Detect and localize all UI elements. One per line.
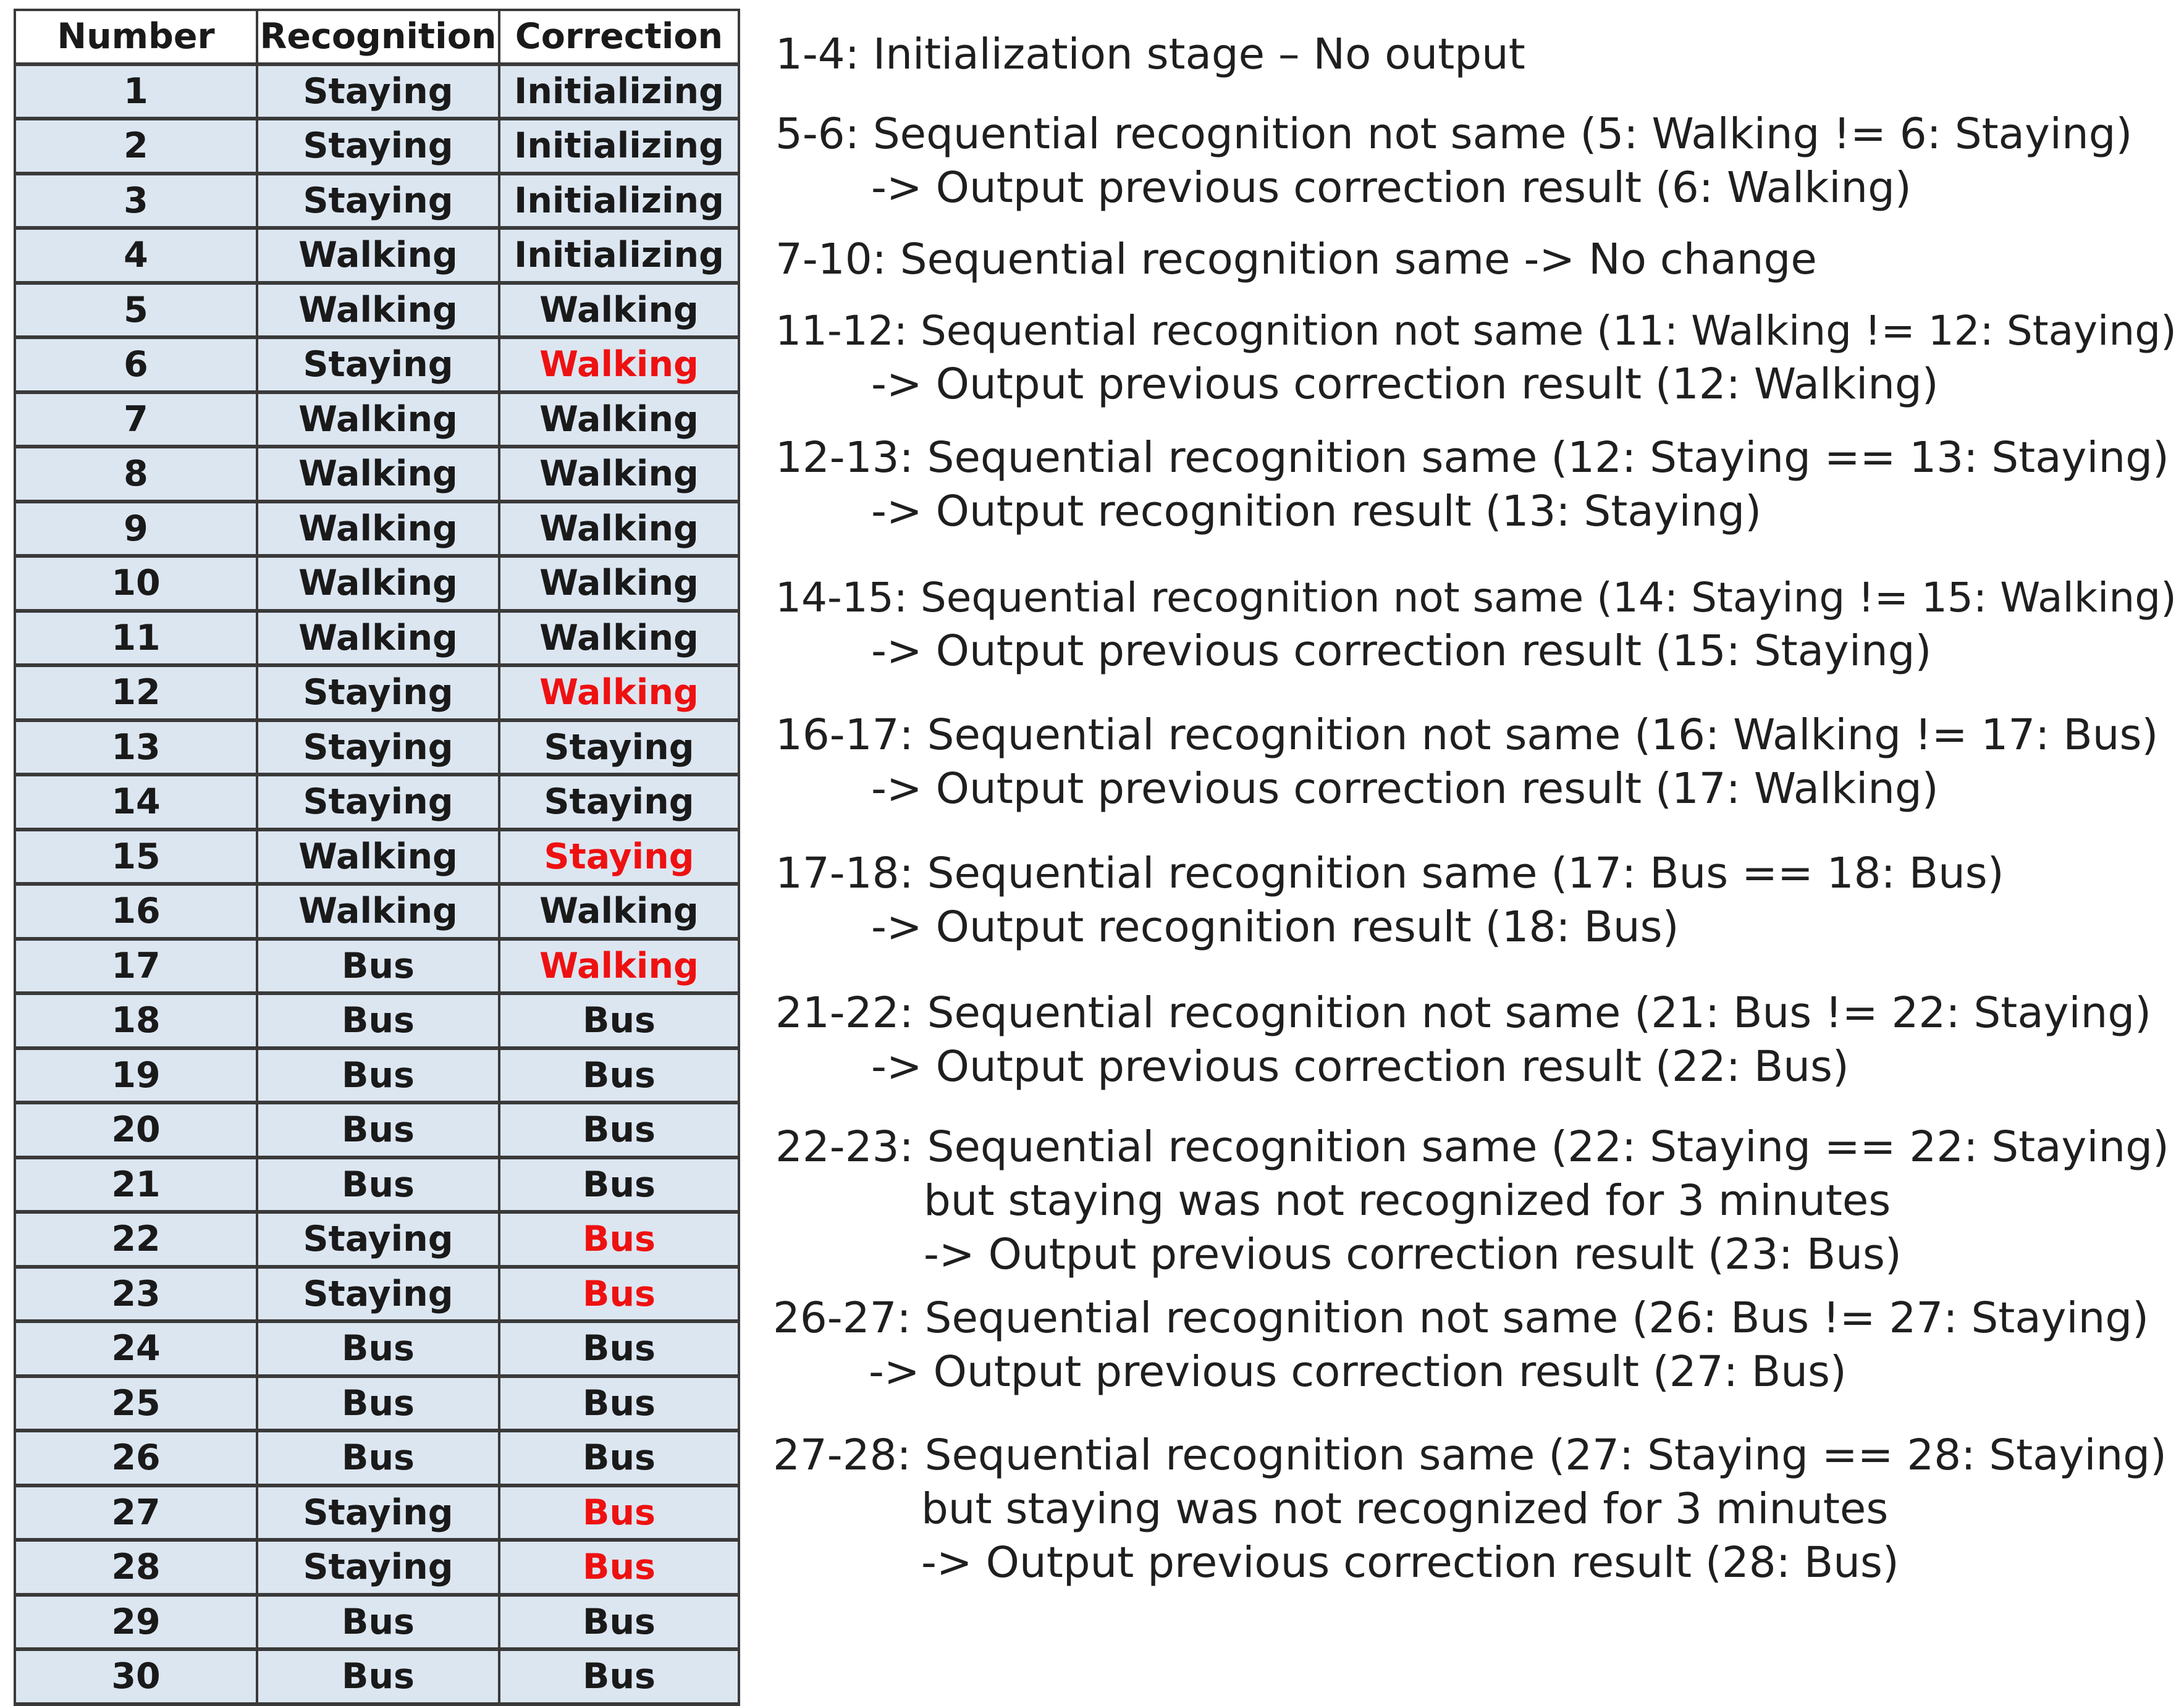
table-row	[15, 1540, 739, 1595]
correction-cell: Walking	[499, 611, 739, 666]
recognition-cell: Bus	[257, 1431, 499, 1485]
recognition-cell: Walking	[257, 502, 499, 557]
correction-cell: Bus	[499, 1103, 739, 1158]
recognition-cell: Walking	[257, 228, 499, 283]
note-heading: 26-27: Sequential recognition not same (26: Bus != 27: Staying)	[773, 1293, 2149, 1343]
number-cell: 30	[15, 1649, 257, 1704]
number-cell: 21	[15, 1158, 257, 1212]
recognition-cell: Bus	[257, 1048, 499, 1103]
number-cell: 6	[15, 337, 257, 392]
correction-cell: Initializing	[499, 228, 739, 283]
recognition-cell: Staying	[257, 665, 499, 720]
number-cell: 23	[15, 1267, 257, 1322]
note-detail: -> Output previous correction result (22: Bus)	[871, 1042, 1849, 1091]
correction-cell: Initializing	[499, 119, 739, 174]
recognition-cell: Bus	[257, 1649, 499, 1704]
number-cell: 25	[15, 1376, 257, 1431]
correction-cell: Bus	[499, 1212, 739, 1267]
recognition-cell: Bus	[257, 1376, 499, 1431]
recognition-cell: Staying	[257, 720, 499, 775]
table-row	[15, 556, 739, 611]
table-row	[15, 1431, 739, 1485]
recognition-cell: Bus	[257, 939, 499, 994]
table-row	[15, 830, 739, 885]
table-row	[15, 993, 739, 1048]
recognition-cell: Walking	[257, 884, 499, 939]
number-cell: 11	[15, 611, 257, 666]
table-row	[15, 1267, 739, 1322]
table-row	[15, 64, 739, 119]
number-cell: 18	[15, 993, 257, 1048]
header-correction: Correction	[499, 10, 739, 64]
number-cell: 14	[15, 775, 257, 830]
number-cell: 12	[15, 665, 257, 720]
note-block	[773, 1429, 2167, 1590]
number-cell: 22	[15, 1212, 257, 1267]
recognition-cell: Staying	[257, 1212, 499, 1267]
correction-cell: Walking	[499, 939, 739, 994]
recognition-cell: Walking	[257, 611, 499, 666]
table-row	[15, 502, 739, 557]
number-cell: 24	[15, 1321, 257, 1376]
note-heading: 17-18: Sequential recognition same (17: Bus == 18: Bus)	[775, 849, 2004, 898]
correction-cell: Staying	[499, 775, 739, 830]
table-row	[15, 119, 739, 174]
number-cell: 10	[15, 556, 257, 611]
correction-cell: Bus	[499, 1321, 739, 1376]
note-heading: 27-28: Sequential recognition same (27: Staying == 28: Staying)	[773, 1431, 2167, 1480]
recognition-cell: Bus	[257, 993, 499, 1048]
table-row	[15, 174, 739, 229]
table-row	[15, 1212, 739, 1267]
number-cell: 27	[15, 1485, 257, 1540]
note-block	[775, 571, 2177, 678]
note-heading: 16-17: Sequential recognition not same (16: Walking != 17: Bus)	[775, 710, 2159, 760]
correction-cell: Staying	[499, 720, 739, 775]
correction-cell: Bus	[499, 1048, 739, 1103]
table-row	[15, 1649, 739, 1704]
recognition-cell: Bus	[257, 1158, 499, 1212]
header-number: Number	[15, 10, 257, 64]
note-block	[775, 431, 2169, 539]
note-detail: -> Output previous correction result (17: Walking)	[871, 764, 1939, 813]
note-heading: 11-12: Sequential recognition not same (11: Walking != 12: Staying)	[775, 307, 2177, 355]
number-cell: 8	[15, 447, 257, 502]
table-row	[15, 447, 739, 502]
note-block	[775, 708, 2158, 816]
table-row	[15, 1595, 739, 1650]
number-cell: 4	[15, 228, 257, 283]
correction-cell: Bus	[499, 993, 739, 1048]
recognition-cell: Staying	[257, 775, 499, 830]
note-heading: 22-23: Sequential recognition same (22: Staying == 22: Staying)	[775, 1122, 2169, 1172]
recognition-cell: Bus	[257, 1321, 499, 1376]
note-detail: -> Output previous correction result (27: Bus)	[869, 1347, 1847, 1397]
recognition-cell: Walking	[257, 283, 499, 338]
table-row	[15, 228, 739, 283]
recognition-cell: Staying	[257, 174, 499, 229]
correction-cell: Bus	[499, 1376, 739, 1431]
note-detail: but staying was not recognized for 3 minutes	[924, 1176, 1891, 1225]
correction-cell: Bus	[499, 1540, 739, 1595]
note-heading: 7-10: Sequential recognition same -> No change	[775, 235, 1817, 284]
note-detail: -> Output previous correction result (12: Walking)	[871, 359, 1939, 409]
correction-cell: Walking	[499, 884, 739, 939]
note-detail: -> Output recognition result (13: Staying)	[871, 487, 1762, 536]
recognition-cell: Staying	[257, 337, 499, 392]
table-row	[15, 1048, 739, 1103]
header-recognition: Recognition	[257, 10, 499, 64]
note-detail: -> Output previous correction result (15: Staying)	[871, 626, 1932, 676]
number-cell: 9	[15, 502, 257, 557]
number-cell: 16	[15, 884, 257, 939]
correction-cell: Walking	[499, 502, 739, 557]
note-heading: 14-15: Sequential recognition not same (14: Staying != 15: Walking)	[775, 574, 2177, 621]
correction-cell: Bus	[499, 1485, 739, 1540]
note-block	[775, 107, 2132, 215]
number-cell: 29	[15, 1595, 257, 1650]
recognition-cell: Walking	[257, 556, 499, 611]
number-cell: 1	[15, 64, 257, 119]
table-row	[15, 939, 739, 994]
number-cell: 19	[15, 1048, 257, 1103]
note-heading: 21-22: Sequential recognition not same (21: Bus != 22: Staying)	[775, 988, 2152, 1038]
explanation-notes	[775, 0, 2178, 1680]
correction-cell: Staying	[499, 830, 739, 885]
table-row	[15, 1158, 739, 1212]
correction-cell: Walking	[499, 283, 739, 338]
note-block	[773, 1292, 2149, 1399]
recognition-cell: Staying	[257, 64, 499, 119]
correction-cell: Bus	[499, 1158, 739, 1212]
note-block	[775, 986, 2151, 1094]
number-cell: 5	[15, 283, 257, 338]
correction-cell: Walking	[499, 556, 739, 611]
correction-cell: Walking	[499, 447, 739, 502]
number-cell: 26	[15, 1431, 257, 1485]
note-block	[775, 28, 1525, 82]
note-block	[775, 233, 1817, 287]
note-detail: -> Output recognition result (18: Bus)	[871, 902, 1679, 952]
table-row	[15, 720, 739, 775]
recognition-cell: Staying	[257, 1485, 499, 1540]
note-detail: -> Output previous correction result (6: Walking)	[871, 163, 1912, 212]
table-row	[15, 337, 739, 392]
note-heading: 5-6: Sequential recognition not same (5: Walking != 6: Staying)	[775, 109, 2133, 159]
table-row	[15, 392, 739, 447]
table-row	[15, 1321, 739, 1376]
recognition-cell: Staying	[257, 1540, 499, 1595]
correction-cell: Bus	[499, 1267, 739, 1322]
note-detail: -> Output previous correction result (28: Bus)	[921, 1538, 1899, 1587]
number-cell: 15	[15, 830, 257, 885]
correction-cell: Walking	[499, 392, 739, 447]
table-row	[15, 775, 739, 830]
number-cell: 17	[15, 939, 257, 994]
recognition-cell: Staying	[257, 1267, 499, 1322]
recognition-cell: Walking	[257, 830, 499, 885]
recognition-cell: Staying	[257, 119, 499, 174]
table-body	[15, 64, 739, 1704]
note-heading: 1-4: Initialization stage – No output	[775, 30, 1525, 79]
correction-cell: Walking	[499, 337, 739, 392]
recognition-cell: Walking	[257, 392, 499, 447]
table-row	[15, 1376, 739, 1431]
correction-cell: Initializing	[499, 64, 739, 119]
number-cell: 13	[15, 720, 257, 775]
table-row	[15, 1485, 739, 1540]
correction-cell: Initializing	[499, 174, 739, 229]
correction-cell: Bus	[499, 1595, 739, 1650]
recognition-cell: Bus	[257, 1103, 499, 1158]
number-cell: 20	[15, 1103, 257, 1158]
note-heading: 12-13: Sequential recognition same (12: Staying == 13: Staying)	[775, 433, 2169, 482]
number-cell: 2	[15, 119, 257, 174]
note-detail: -> Output previous correction result (23: Bus)	[924, 1230, 1902, 1279]
number-cell: 3	[15, 174, 257, 229]
header-row	[15, 10, 739, 64]
number-cell: 7	[15, 392, 257, 447]
note-block	[775, 304, 2177, 411]
number-cell: 28	[15, 1540, 257, 1595]
recognition-cell: Bus	[257, 1595, 499, 1650]
correction-cell: Bus	[499, 1431, 739, 1485]
correction-cell: Walking	[499, 665, 739, 720]
note-block	[775, 1120, 2169, 1282]
table-row	[15, 1103, 739, 1158]
table-row	[15, 283, 739, 338]
recognition-cell: Walking	[257, 447, 499, 502]
table-row	[15, 665, 739, 720]
note-block	[775, 847, 2004, 954]
note-detail: but staying was not recognized for 3 minutes	[921, 1484, 1889, 1534]
table-row	[15, 611, 739, 666]
correction-table	[14, 9, 740, 1706]
correction-cell: Bus	[499, 1649, 739, 1704]
table-row	[15, 884, 739, 939]
